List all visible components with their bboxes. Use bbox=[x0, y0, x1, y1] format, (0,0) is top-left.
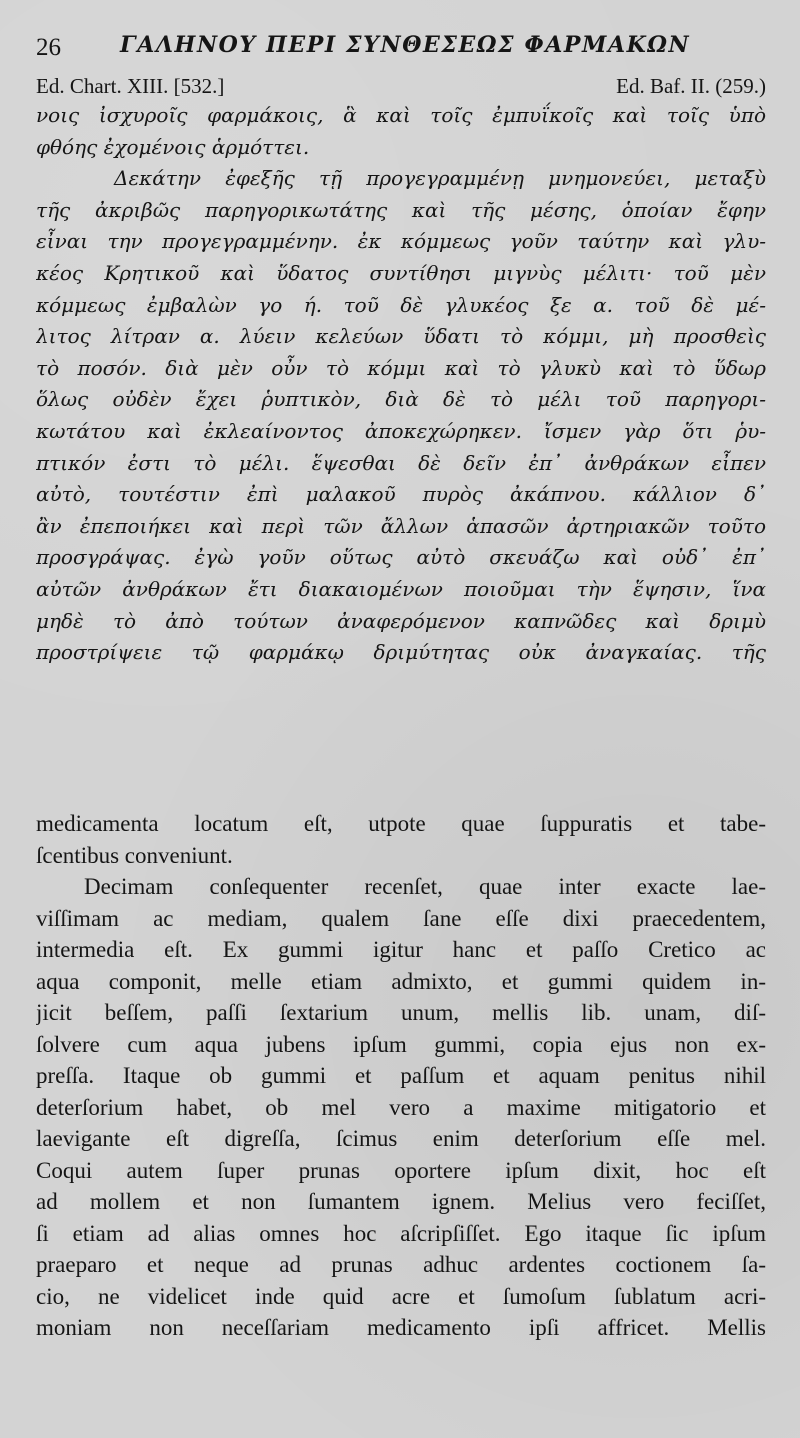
latin-line: aqua componit, melle etiam admixto, et gummi quidem in- bbox=[36, 968, 766, 994]
running-title: ΓΑΛΗΝΟΥ ΠΕΡΙ ΣΥΝΘΕΣΕΩΣ ΦΑΡΜΑΚΩΝ bbox=[120, 32, 691, 58]
greek-line: εἶναι την προγεγραμμένην. ἐκ κόμμεως γοῦν ταύτην καὶ γλυ- bbox=[36, 229, 766, 254]
greek-line: μηδὲ τὸ ἀπὸ τούτων ἀναφερόμενον καπνῶδες καὶ δριμὺ bbox=[36, 608, 766, 633]
page-header bbox=[36, 30, 772, 66]
latin-line: ſolvere cum aqua jubens ipſum gummi, copia ejus non ex- bbox=[36, 1031, 766, 1057]
latin-line: medicamenta locatum eſt, utpote quae ſuppuratis et tabe- bbox=[36, 811, 766, 836]
latin-line: Decimam conſequenter recenſet, quae inter exacte lae- bbox=[84, 874, 766, 899]
greek-line: προστρίψειε τῷ φαρμάκῳ δριμύτητας οὐκ ἀναγκαίας. τῆς bbox=[36, 640, 766, 665]
latin-line: ſi etiam ad alias omnes hoc aſcripſiſſet. Ego itaque ſic ipſum bbox=[36, 1220, 766, 1246]
greek-line: ἂν ἐπεποιήκει καὶ περὶ τῶν ἄλλων ἁπασῶν ἀρτηριακῶν τοῦτο bbox=[36, 513, 766, 538]
latin-line: jicit beſſem, paſſi ſextarium unum, mellis lib. unam, diſ- bbox=[36, 1000, 766, 1025]
greek-line: κωτάτου καὶ ἐκλεαίνοντος ἀποκεχώρηκεν. ἴσμεν γὰρ ὅτι ῥυ- bbox=[36, 418, 766, 443]
greek-line: νοις ἰσχυροῖς φαρμάκοις, ἃ καὶ τοῖς ἐμπυΐκοῖς καὶ τοῖς ὑπὸ bbox=[36, 103, 766, 127]
latin-line: preſſa. Itaque ob gummi et paſſum et aquam penitus nihil bbox=[36, 1063, 766, 1088]
latin-line: viſſimam ac mediam, qualem ſane eſſe dixi praecedentem, bbox=[36, 905, 766, 931]
greek-line: αὐτὸ, τουτέστιν ἐπὶ μαλακοῦ πυρὸς ἀκάπνου. κάλλιον δ᾽ bbox=[36, 482, 766, 507]
page-number: 26 bbox=[36, 34, 61, 61]
greek-line: κόμμεως ἐμβαλὼν γο ή. τοῦ δὲ γλυκέος ξε α. τοῦ δὲ μέ- bbox=[36, 292, 766, 317]
greek-line: τὸ ποσόν. διὰ μὲν οὖν τὸ κόμμι καὶ τὸ γλυκὺ καὶ τὸ ὕδωρ bbox=[36, 355, 766, 380]
greek-line: τῆς ἀκριβῶς παρηγορικωτάτης καὶ τῆς μέσης, ὁποίαν ἔφην bbox=[36, 197, 766, 222]
greek-line: αὐτῶν ἀνθράκων ἔτι διακαιομένων ποιοῦμαι τὴν ἕψησιν, ἵνα bbox=[36, 576, 766, 601]
latin-line: deterſorium habet, ob mel vero a maxime mitigatorio et bbox=[36, 1094, 766, 1120]
latin-line: Coqui autem ſuper prunas oportere ipſum dixit, hoc eſt bbox=[36, 1157, 766, 1183]
latin-line: ſcentibus conveniunt. bbox=[36, 842, 233, 868]
greek-line: φθόης ἐχομένοις ἁρμόττει. bbox=[36, 134, 310, 159]
greek-line: πτικόν ἐστι τὸ μέλι. ἕψεσθαι δὲ δεῖν ἐπ᾽ ἀνθράκων εἶπεν bbox=[36, 450, 766, 475]
latin-line: cio, ne videlicet inde quid acre et ſumoſum ſublatum acri- bbox=[36, 1283, 766, 1309]
greek-line: Δεκάτην ἐφεξῆς τῇ προγεγραμμένῃ μνημονεύει, μεταξὺ bbox=[114, 166, 766, 191]
edition-chartier-reference: Ed. Chart. XIII. [532.] bbox=[36, 74, 225, 98]
latin-line: ad mollem et non ſumantem ignem. Melius vero feciſſet, bbox=[36, 1189, 766, 1214]
greek-line: ὅλως οὐδὲν ἔχει ῥυπτικὸν, διὰ δὲ τὸ μέλι τοῦ παρηγορι- bbox=[36, 387, 766, 412]
latin-line: laevigante eſt digreſſa, ſcimus enim deterſorium eſſe mel. bbox=[36, 1126, 766, 1151]
latin-line: praeparo et neque ad prunas adhuc ardentes coctionem ſa- bbox=[36, 1252, 766, 1277]
latin-line: intermedia eſt. Ex gummi igitur hanc et paſſo Cretico ac bbox=[36, 937, 766, 962]
greek-line: κέος Κρητικοῦ καὶ ὕδατος συντίθησι μιγνὺς μέλιτι· τοῦ μὲν bbox=[36, 260, 766, 285]
greek-line: λιτος λίτραν α. λύειν κελεύων ὕδατι τὸ κόμμι, μὴ προσθεὶς bbox=[36, 324, 766, 349]
greek-line: προσγράψας. ἐγὼ γοῦν οὕτως αὐτὸ σκευάζω καὶ οὐδ᾽ ἐπ᾽ bbox=[36, 545, 766, 570]
edition-references bbox=[36, 74, 766, 102]
latin-text-column bbox=[36, 808, 766, 1344]
edition-basel-reference: Ed. Baf. II. (259.) bbox=[616, 74, 766, 98]
latin-line: moniam non neceſſariam medicamento ipſi affricet. Mellis bbox=[36, 1315, 766, 1340]
greek-text-column bbox=[36, 100, 766, 669]
